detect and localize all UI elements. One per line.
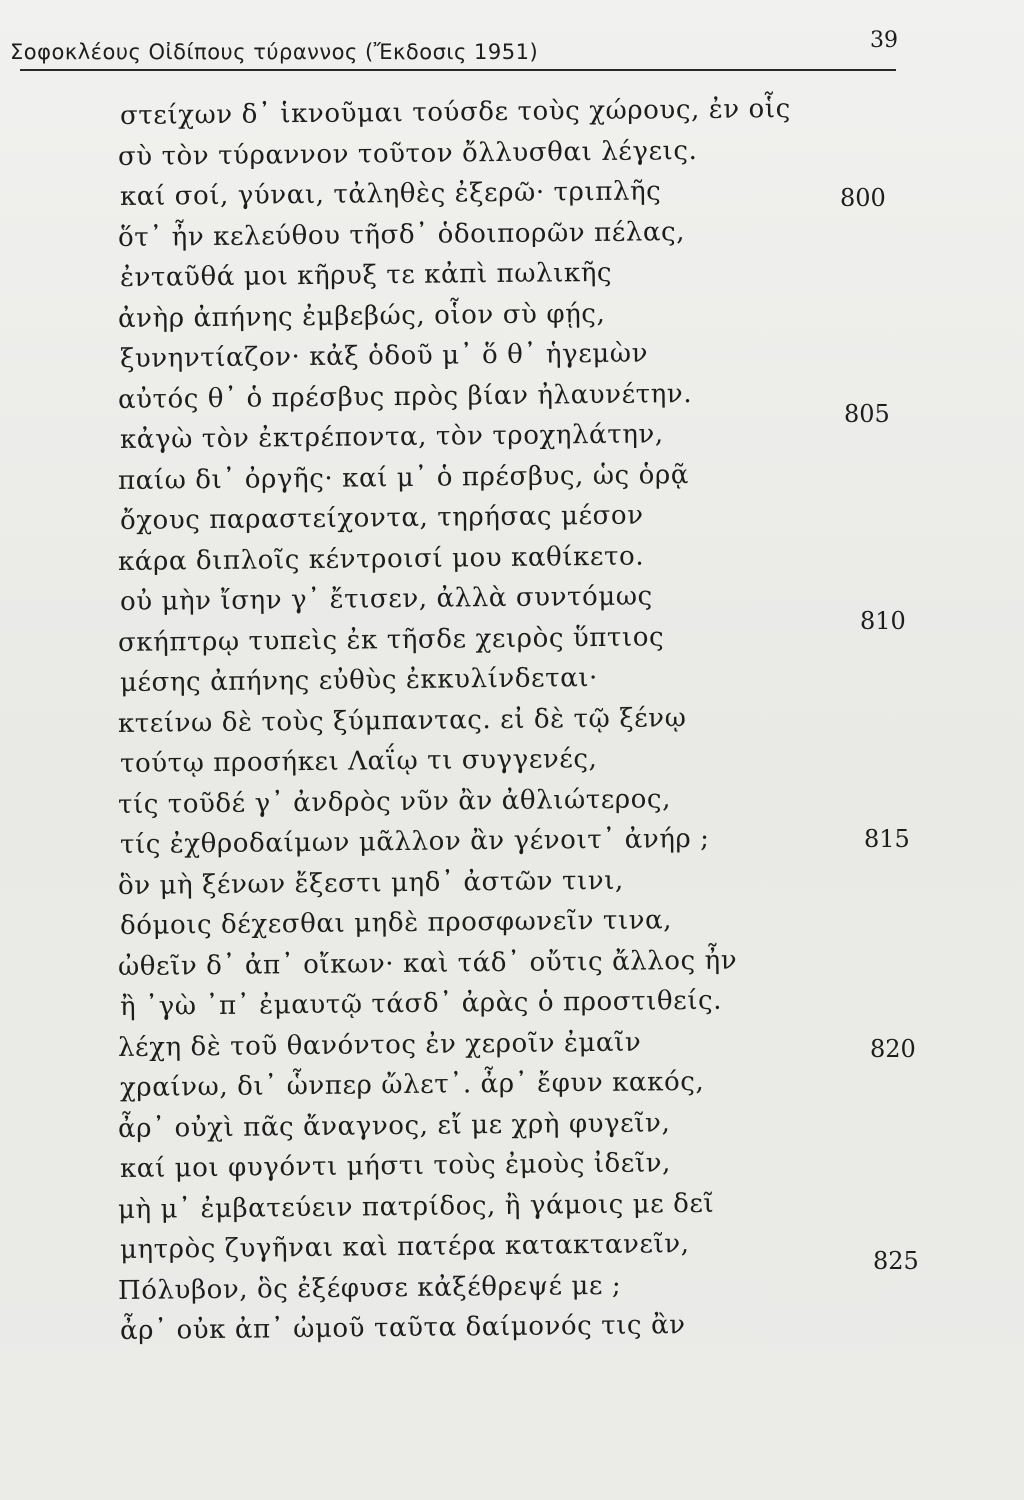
verse-line: χραίνω, δι᾿ ὧνπερ ὤλετ᾿. ἆρ᾿ ἔφυν κακός, [119,1066,705,1103]
verse-line: ξυνηντίαζον· κἀξ ὁδοῦ μ᾿ ὅ θ᾿ ἡγεμὼν [119,338,649,374]
verse-line: κτείνω δὲ τοὺς ξύμπαντας. εἰ δὲ τῷ ξένῳ [117,702,687,739]
page-header [10,28,905,70]
header-rule [20,69,896,71]
line-number: 815 [864,825,910,853]
verse-line: ὠθεῖν δ᾿ ἀπ᾿ οἴκων· καὶ τάδ᾿ οὔτις ἄλλος ἦν [117,945,738,982]
verse-line: καί μοι φυγόντι μήστι τοὺς ἐμοὺς ἰδεῖν, [119,1148,672,1184]
line-number: 805 [844,400,890,428]
verse-line: μητρὸς ζυγῆναι καὶ πατέρα κατακτανεῖν, [119,1229,690,1265]
verse-line: στείχων δ᾿ ἱκνοῦμαι τούσδε τοὺς χώρους, ἐν οἷς [119,93,791,131]
verse-line: τίς τοῦδέ γ᾿ ἀνδρὸς νῦν ἂν ἀθλιώτερος, [117,783,672,820]
line-number: 820 [870,1035,916,1063]
verse-line: λέχη δὲ τοῦ θανόντος ἐν χεροῖν ἐμαῖν [117,1027,642,1063]
verse-line: ἀνὴρ ἀπήνης ἐμβεβώς, οἷον σὺ φῄς, [117,298,606,334]
line-number: 800 [840,184,886,212]
verse-line: παίω δι᾿ ὀργῆς· καί μ᾿ ὁ πρέσβυς, ὡς ὁρᾷ [117,459,690,496]
verse-line: αὐτός θ᾿ ὁ πρέσβυς πρὸς βίαν ἠλαυνέτην. [117,378,693,415]
verse-line: σκήπτρῳ τυπεὶς ἐκ τῆσδε χειρὸς ὕπτιος [117,621,665,658]
verse-line: ἆρ᾿ οὐκ ἀπ᾿ ὠμοῦ ταῦτα δαίμονός τις ἂν [119,1310,686,1346]
verse-line: καί σοί, γύναι, τἀληθὲς ἐξερῶ· τριπλῆς [119,176,662,212]
verse-line: ὅτ᾿ ἦν κελεύθου τῆσδ᾿ ὁδοιπορῶν πέλας, [117,216,686,253]
verse-line: μὴ μ᾿ ἐμβατεύειν πατρίδος, ἢ γάμοις με δεῖ [117,1188,715,1225]
verse-line: ὄχους παραστείχοντα, τηρήσας μέσον [119,500,644,536]
verse-line: οὐ μὴν ἴσην γ᾿ ἔτισεν, ἀλλὰ συντόμως [119,581,653,617]
verse-line: τούτῳ προσήκει Λαΐῳ τι συγγενές, [119,743,598,779]
verse-line: ἐνταῦθά μοι κῆρυξ τε κἀπὶ πωλικῆς [119,257,613,293]
line-number: 825 [873,1247,919,1275]
verse-line: ἢ ᾿γὼ ᾿π᾿ ἐμαυτῷ τάσδ᾿ ἀρὰς ὁ προστιθείς. [119,985,723,1022]
verse-line: μέσης ἀπήνης εὐθὺς ἐκκυλίνδεται· [119,662,599,698]
verse-line: ὃν μὴ ξένων ἔξεστι μηδ᾿ ἀστῶν τινι, [117,865,624,901]
verse-line: Πόλυβον, ὃς ἐξέφυσε κἀξέθρεψέ με ; [117,1270,622,1306]
verse-text [117,93,818,1352]
verse-line: κἀγὼ τὸν ἐκτρέποντα, τὸν τροχηλάτην, [119,419,664,455]
line-number-column [840,0,960,1500]
verse-line: τίς ἐχθροδαίμων μᾶλλον ἂν γένοιτ᾿ ἀνήρ ; [119,823,710,860]
verse-line: κάρα διπλοῖς κέντροισί μου καθίκετο. [117,540,645,577]
verse-line: ἆρ᾿ οὐχὶ πᾶς ἄναγνος, εἴ με χρὴ φυγεῖν, [117,1107,671,1144]
running-title: Σοφοκλέους Οἰδίπους τύραννος (Ἔκδοσις 1951) [10,40,539,64]
verse-line: δόμοις δέχεσθαι μηδὲ προσφωνεῖν τινα, [119,905,673,941]
page-number: 39 [870,28,898,53]
line-number: 810 [860,607,906,635]
verse-line: σὺ τὸν τύραννον τοῦτον ὄλλυσθαι λέγεις. [117,135,698,172]
